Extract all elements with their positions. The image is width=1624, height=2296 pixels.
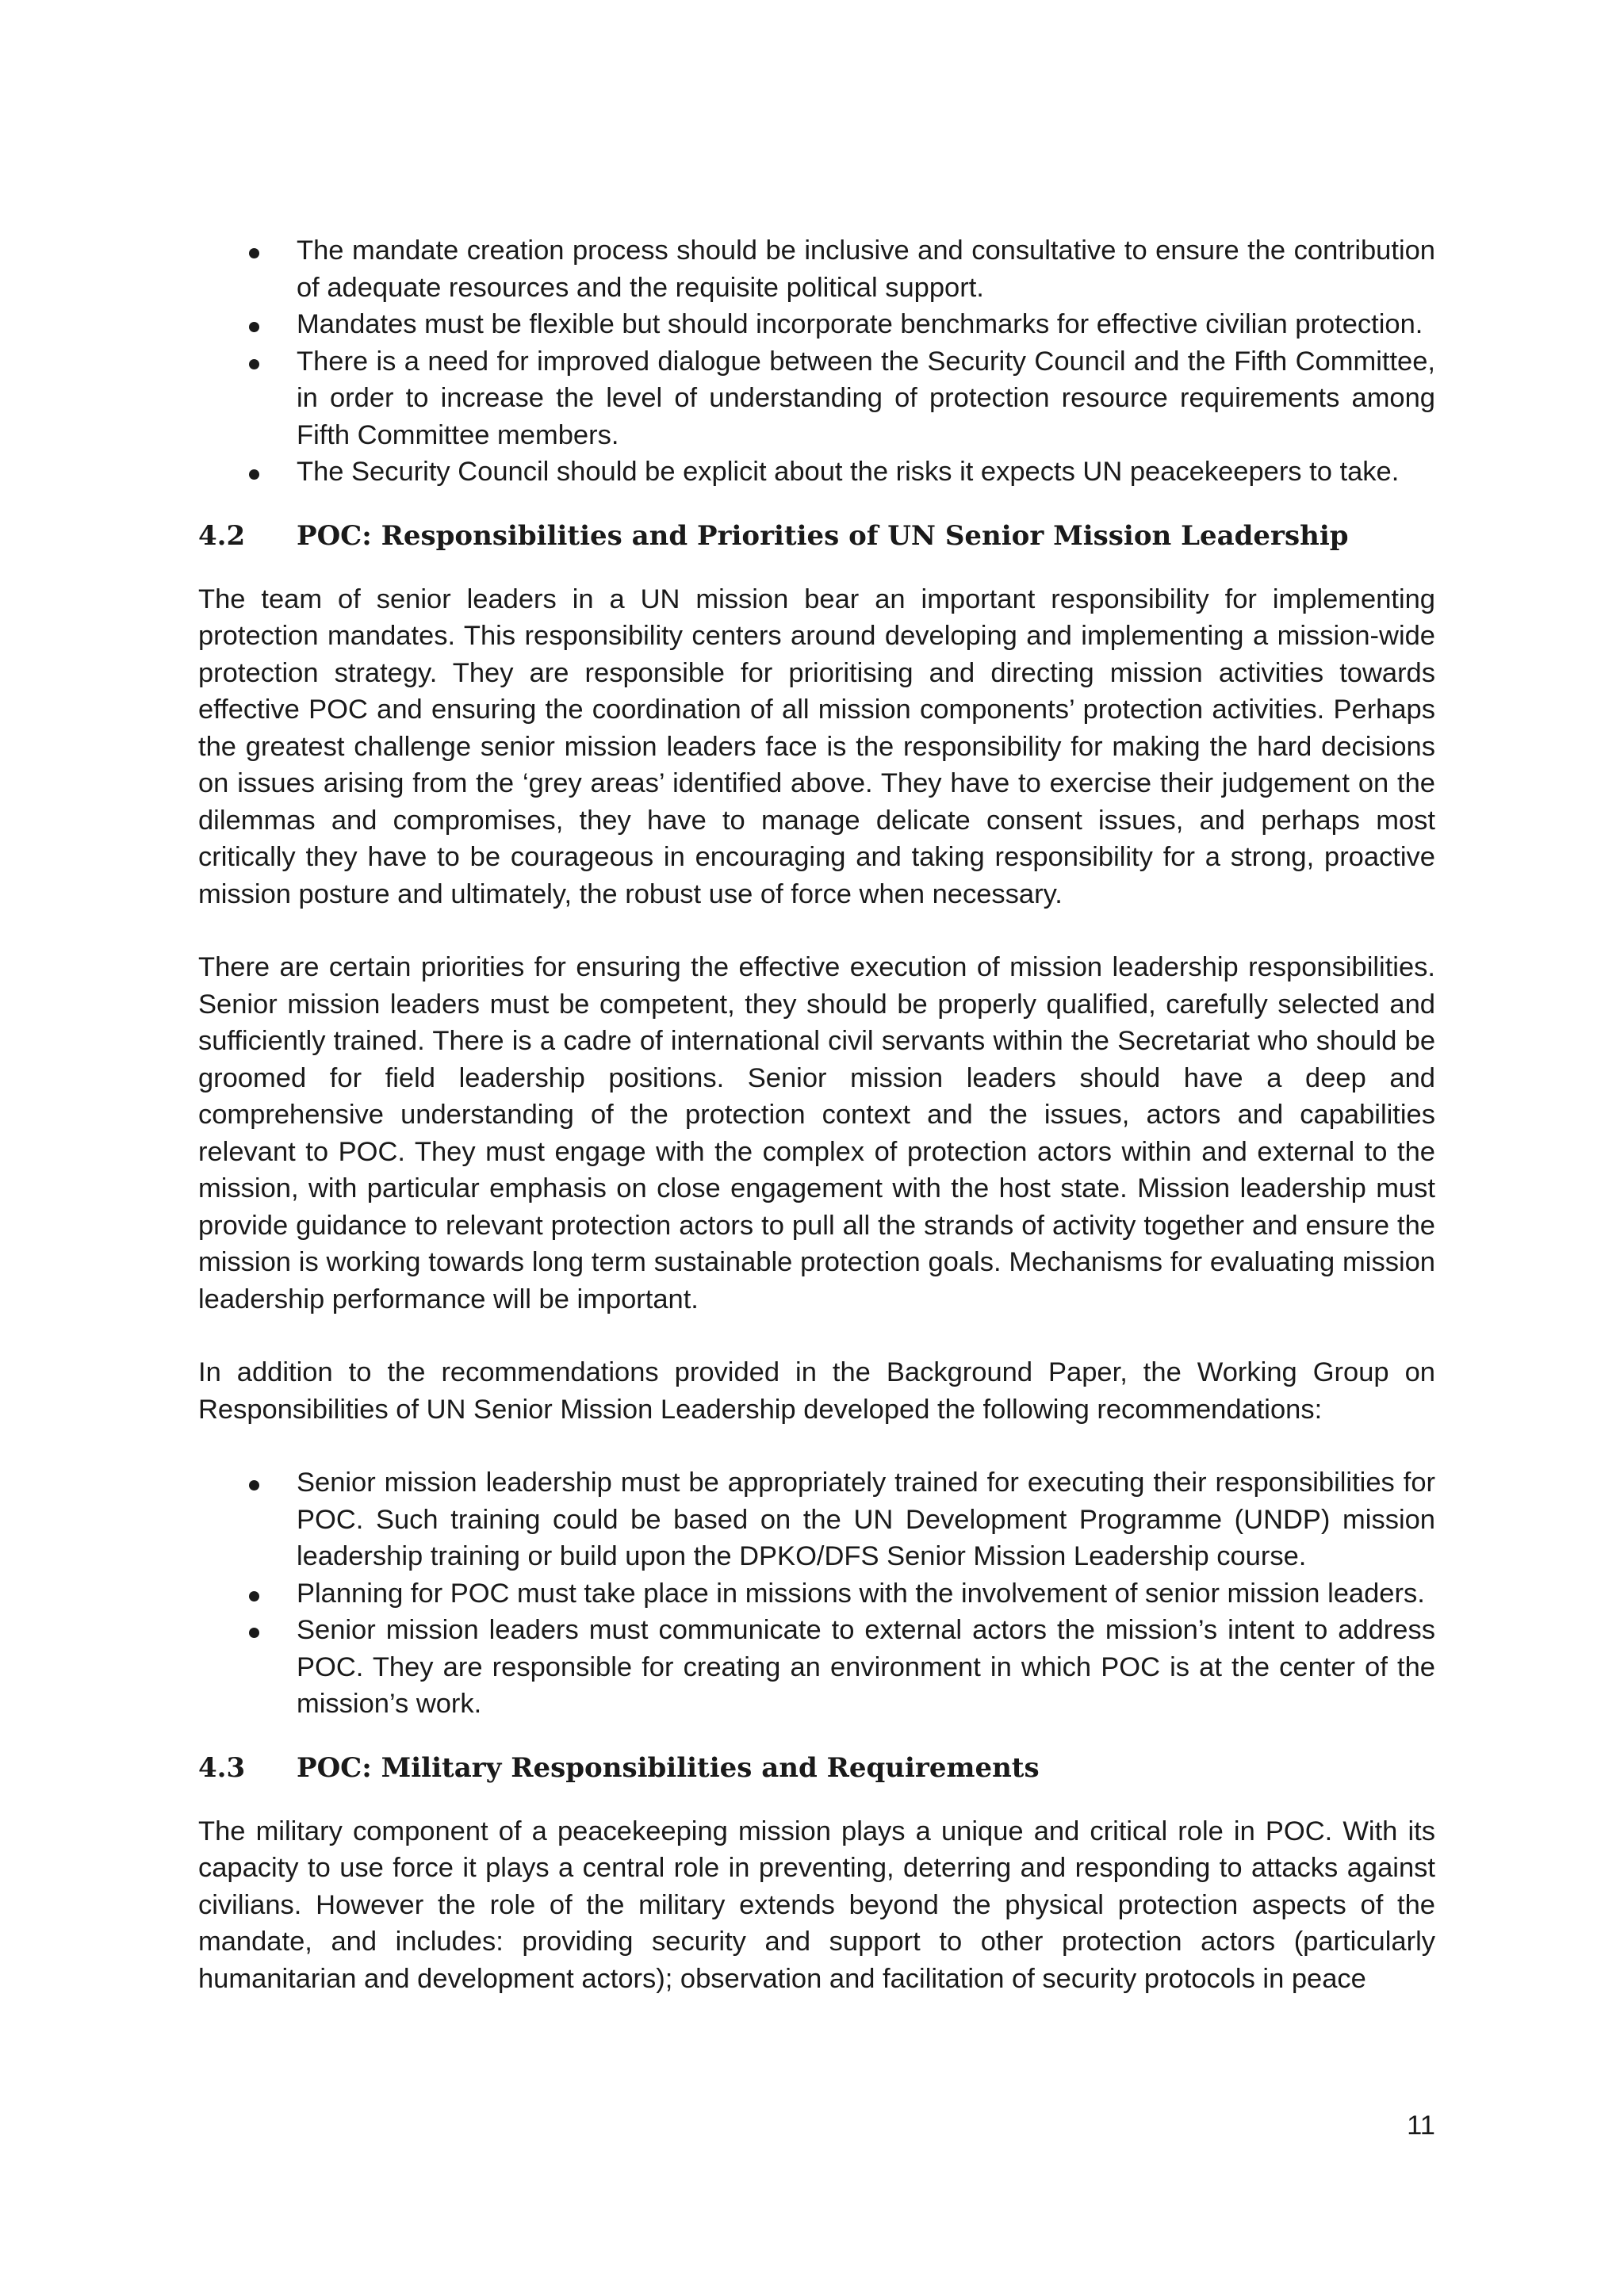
bullet-icon (249, 322, 259, 332)
list-item: The mandate creation process should be inclusive and consultative to ensure the contribution of adequate resources and the requisite political support. (198, 232, 1435, 306)
section-heading-4-2 (198, 518, 1435, 554)
section-number: 4.2 (198, 519, 246, 552)
section-heading-4-3 (198, 1750, 1435, 1786)
paragraph: There are certain priorities for ensuring the effective execution of mission leadership responsibilities. Senior mission leaders must be competent, they should be properly qualified, carefully selected and sufficiently trained. There is a cadre of international civil servants within the Secretariat who should be groomed for field leadership positions. Senior mission leaders should have a deep and comprehensive understanding of the protection context and the issues, actors and capabilities relevant to POC. They must engage with the complex of protection actors within and external to the mission, with particular emphasis on close engagement with the host state. Mission leadership must provide guidance to relevant protection actors to pull all the strands of activity together and ensure the mission is working towards long term sustainable protection goals. Mechanisms for evaluating mission leadership performance will be important. (198, 952, 1435, 1314)
recommendations-bullet-list (198, 1464, 1435, 1723)
list-item: Senior mission leadership must be appropriately trained for executing their responsibilities for POC. Such training could be based on the UN Development Programme (UNDP) mission leadership training or build upon the DPKO/DFS Senior Mission Leadership course. (198, 1464, 1435, 1575)
bullet-icon (249, 1591, 259, 1601)
page-content (198, 232, 1435, 1997)
bullet-icon (249, 469, 259, 480)
list-item: Mandates must be flexible but should incorporate benchmarks for effective civilian protection. (198, 306, 1435, 343)
section-title: POC: Military Responsibilities and Requirements (297, 1751, 1040, 1784)
page-number: 11 (1407, 2110, 1435, 2141)
bullet-icon (249, 359, 259, 369)
bullet-icon (249, 1628, 259, 1638)
list-item: Senior mission leaders must communicate to external actors the mission’s intent to address POC. They are responsible for creating an environment in which POC is at the center of the mission’s work. (198, 1612, 1435, 1723)
top-bullet-list (198, 232, 1435, 491)
list-item: The Security Council should be explicit about the risks it expects UN peacekeepers to take. (198, 453, 1435, 491)
section-number: 4.3 (198, 1751, 246, 1784)
paragraph: The team of senior leaders in a UN mission bear an important responsibility for implementing protection mandates. This responsibility centers around developing and implementing a mission-wide protection strategy. They are responsible for prioritising and directing mission activities towards effective POC and ensuring the coordination of all mission components’ protection activities. Perhaps the greatest challenge senior mission leaders face is the responsibility for making the hard decisions on issues arising from the ‘grey areas’ identified above. They have to exercise their judgement on the dilemmas and compromises, they have to manage delicate consent issues, and perhaps most critically they have to be courageous in encouraging and taking responsibility for a strong, proactive mission posture and ultimately, the robust use of force when necessary. (198, 584, 1435, 909)
bullet-icon (249, 1480, 259, 1490)
bullet-icon (249, 248, 259, 258)
list-item: Planning for POC must take place in missions with the involvement of senior mission leaders. (198, 1575, 1435, 1613)
list-item: There is a need for improved dialogue between the Security Council and the Fifth Committee, in order to increase the level of understanding of protection resource requirements among Fifth Committee members. (198, 343, 1435, 454)
paragraph: The military component of a peacekeeping mission plays a unique and critical role in POC. With its capacity to use force it plays a central role in preventing, deterring and responding to attacks against civilians. However the role of the military extends beyond the physical protection aspects of the mandate, and includes: providing security and support to other protection actors (particularly humanitarian and development actors); observation and facilitation of security protocols in peace (198, 1816, 1435, 1994)
section-title: POC: Responsibilities and Priorities of UN Senior Mission Leadership (297, 519, 1349, 552)
paragraph: In addition to the recommendations provided in the Background Paper, the Working Group on Responsibilities of UN Senior Mission Leadership developed the following recommendations: (198, 1357, 1435, 1425)
